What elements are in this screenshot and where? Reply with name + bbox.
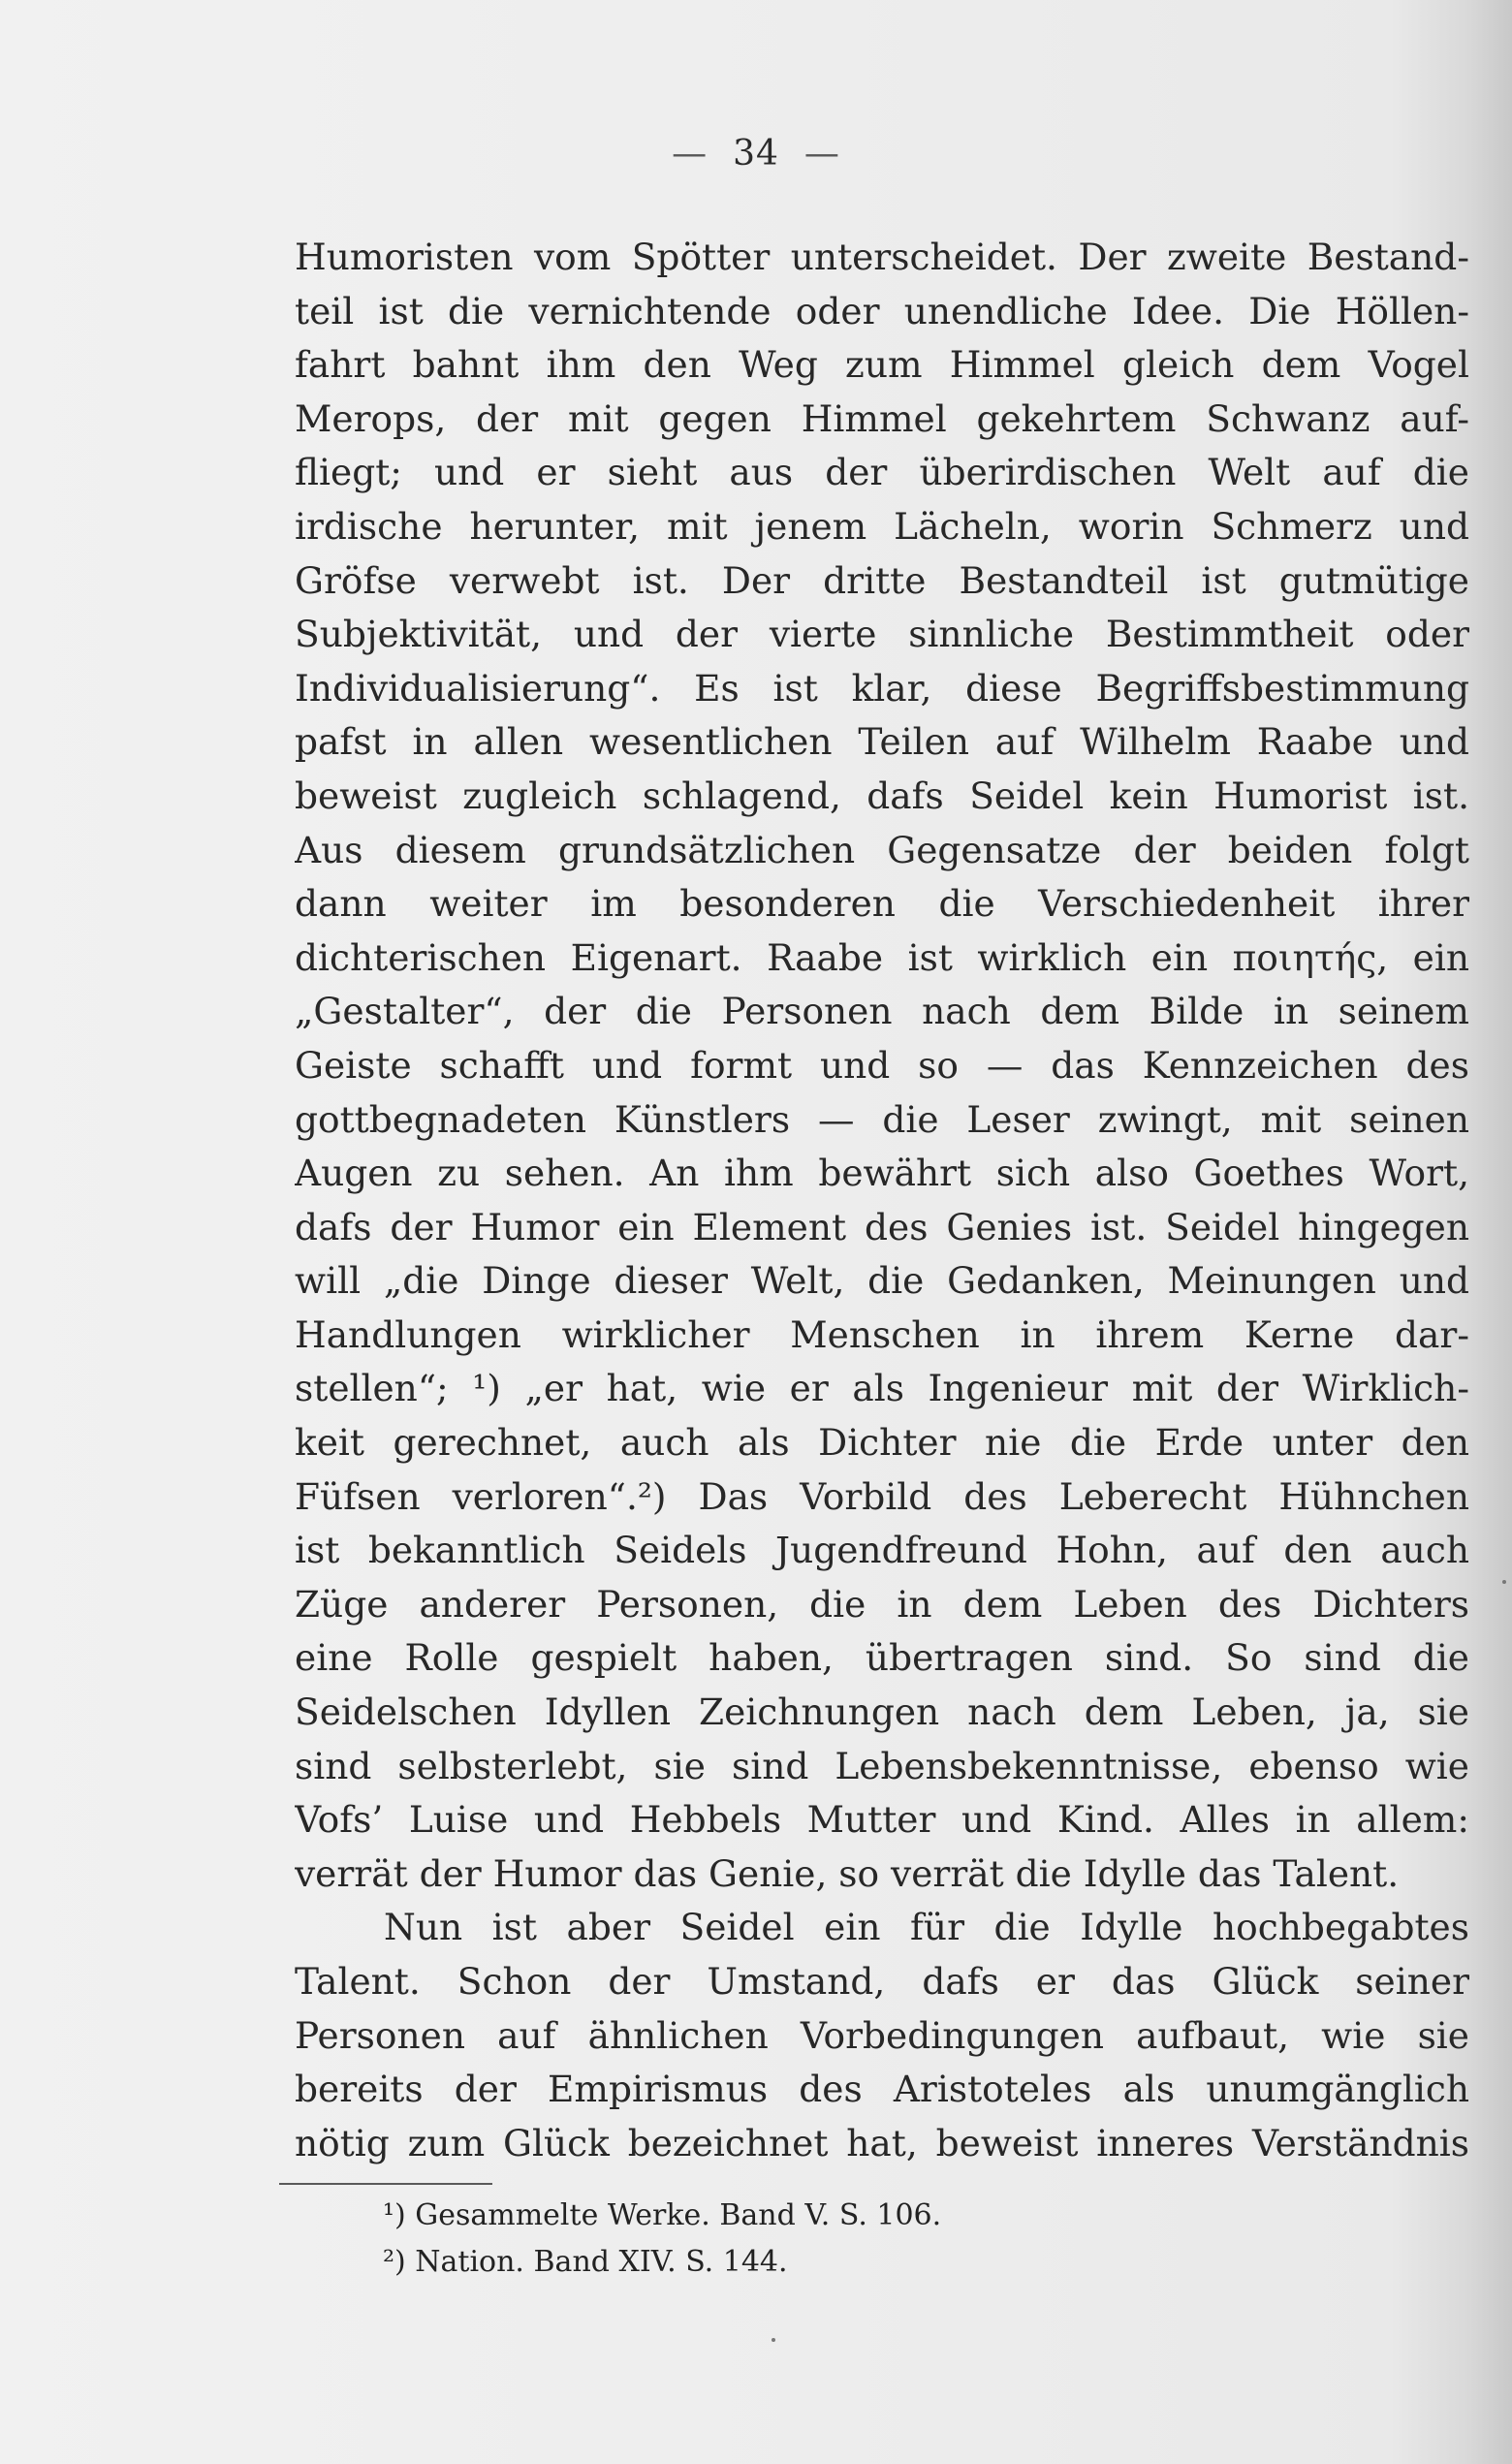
text-line: dann weiter im besonderen die Verschiedenheit ihrer (295, 882, 1469, 926)
text-line: ist bekanntlich Seidels Jugendfreund Hohn, auf den auch (295, 1529, 1469, 1572)
text-line: Subjektivität, und der vierte sinnliche Bestimmtheit oder (295, 613, 1469, 656)
footnotes (383, 2193, 941, 2286)
text-line: Geiste schafft und formt und so — das Kennzeichen des (295, 1043, 1469, 1087)
page-number-dash-right: — (803, 134, 840, 174)
text-line: sind selbsterlebt, sie sind Lebensbekenntnisse, ebenso wie (295, 1744, 1469, 1787)
text-line: Vofs’ Luise und Hebbels Mutter und Kind. Alles in allem: (295, 1798, 1469, 1842)
text-line: stellen“; ¹) „er hat, wie er als Ingenieur mit der Wirklich- (295, 1367, 1469, 1410)
text-line: nötig zum Glück bezeichnet hat, beweist inneres Verständnis (295, 2121, 1469, 2164)
page-number-header (0, 134, 1512, 174)
footnote-divider (279, 2183, 492, 2185)
print-speck (1502, 1580, 1506, 1584)
footnote-2: ²) Nation. Band XIV. S. 144. (383, 2245, 788, 2279)
page-number-dash-left: — (672, 134, 709, 174)
text-line: Humoristen vom Spötter unterscheidet. Der zweite Bestand- (295, 236, 1469, 278)
page-number: 34 (733, 134, 779, 174)
text-line: Personen auf ähnlichen Vorbedingungen aufbaut, wie sie (295, 2013, 1469, 2057)
text-line: beweist zugleich schlagend, dafs Seidel kein Humorist ist. (295, 774, 1469, 817)
text-line: fahrt bahnt ihm den Weg zum Himmel gleich dem Vogel (295, 343, 1469, 387)
text-line: „Gestalter“, der die Personen nach dem Bilde in seinem (295, 990, 1469, 1033)
text-line: dichterischen Eigenart. Raabe ist wirklich ein ποιητής, ein (295, 935, 1469, 979)
text-line: Handlungen wirklicher Menschen in ihrem Kerne dar- (295, 1312, 1469, 1356)
print-speck (772, 2338, 775, 2342)
text-line: bereits der Empirismus des Aristoteles als unumgänglich (295, 2068, 1469, 2111)
text-line: Individualisierung“. Es ist klar, diese Begriffsbestimmung (295, 666, 1469, 710)
text-line: keit gerechnet, auch als Dichter nie die Erde unter den (295, 1421, 1469, 1465)
text-line: Seidelschen Idyllen Zeichnungen nach dem Leben, ja, sie (295, 1690, 1469, 1734)
text-line: fliegt; und er sieht aus der überirdischen Welt auf die (295, 451, 1469, 494)
text-line: Gröfse verwebt ist. Der dritte Bestandteil ist gutmütige (295, 558, 1469, 602)
footnote-1: ¹) Gesammelte Werke. Band V. S. 106. (383, 2198, 942, 2232)
text-line: verrät der Humor das Genie, so verrät die Idylle das Talent. (295, 1851, 1400, 1895)
text-line: teil ist die vernichtende oder unendliche Idee. Die Höllen- (295, 289, 1469, 332)
text-line-paragraph-start: Nun ist aber Seidel ein für die Idylle hochbegabtes (384, 1906, 1469, 1949)
text-line: pafst in allen wesentlichen Teilen auf Wilhelm Raabe und (295, 720, 1469, 764)
text-line: Füfsen verloren“.²) Das Vorbild des Leberecht Hühnchen (295, 1474, 1469, 1518)
text-line: gottbegnadeten Künstlers — die Leser zwingt, mit seinen (295, 1097, 1469, 1141)
text-line: dafs der Humor ein Element des Genies ist. Seidel hingegen (295, 1205, 1469, 1248)
text-line: Merops, der mit gegen Himmel gekehrtem Schwanz auf- (295, 396, 1469, 440)
text-line: will „die Dinge dieser Welt, die Gedanken, Meinungen und (295, 1259, 1469, 1303)
text-line: Augen zu sehen. An ihm bewährt sich also Goethes Wort, (295, 1152, 1469, 1195)
body-text (295, 231, 1469, 2170)
text-line: Talent. Schon der Umstand, dafs er das Glück seiner (295, 1960, 1469, 2003)
text-line: Züge anderer Personen, die in dem Leben des Dichters (295, 1582, 1469, 1626)
text-line: Aus diesem grundsätzlichen Gegensatze der beiden folgt (295, 828, 1469, 871)
text-line: eine Rolle gespielt haben, übertragen sind. So sind die (295, 1636, 1469, 1680)
text-line: irdische herunter, mit jenem Lächeln, worin Schmerz und (295, 504, 1469, 548)
